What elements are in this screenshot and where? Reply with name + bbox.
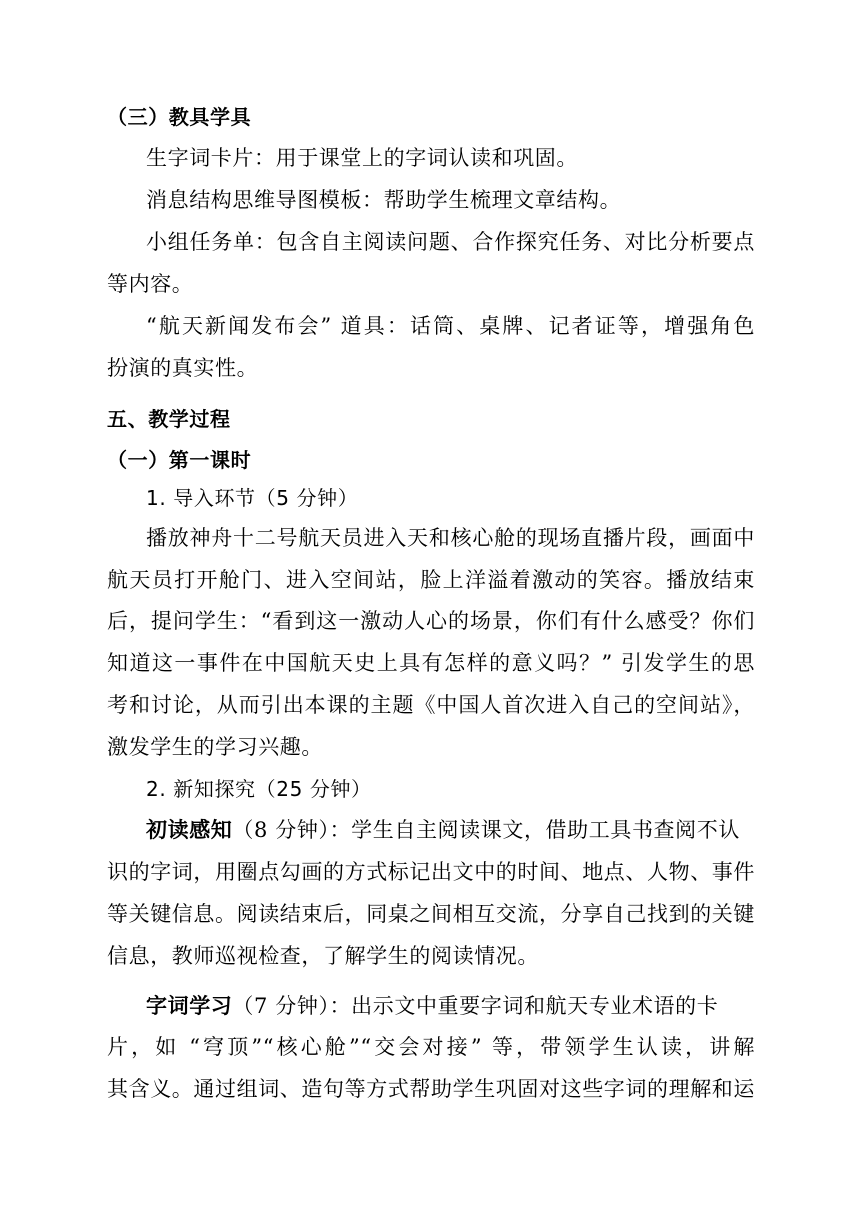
tools-paragraph-3-line-1: 小组任务单：包含自主阅读问题、合作探究任务、对比分析要点 — [146, 230, 755, 254]
intro-line-5: 考和讨论，从而引出本课的主题《中国人首次进入自己的空间站》， — [107, 693, 755, 717]
section-5-heading: 五、教学过程 — [107, 407, 231, 431]
step-1-heading: 1. 导入环节（5 分钟） — [146, 486, 359, 510]
vocab-line-1 — [146, 992, 718, 1020]
intro-line-4: 知道这一事件在中国航天史上具有怎样的意义吗？” 引发学生的思 — [107, 651, 755, 675]
lesson-1-heading: （一）第一课时 — [107, 448, 252, 472]
vocab-label: 字词学习 — [146, 994, 233, 1018]
intro-line-6: 激发学生的学习兴趣。 — [107, 735, 323, 759]
tools-paragraph-3-line-2: 等内容。 — [107, 272, 194, 296]
intro-line-1: 播放神舟十二号航天员进入天和核心舱的现场直播片段，画面中 — [146, 526, 755, 550]
tools-paragraph-2: 消息结构思维导图模板：帮助学生梳理文章结构。 — [146, 188, 622, 212]
reading-line-1 — [146, 816, 740, 844]
reading-line-3: 等关键信息。阅读结束后，同桌之间相互交流，分享自己找到的关键 — [107, 902, 755, 926]
tools-paragraph-4-line-1: “航天新闻发布会” 道具：话筒、桌牌、记者证等，增强角色 — [146, 314, 755, 338]
intro-line-2: 航天员打开舱门、进入空间站，脸上洋溢着激动的笑容。播放结束 — [107, 568, 755, 592]
step-2-heading: 2. 新知探究（25 分钟） — [146, 777, 372, 801]
tools-paragraph-1: 生字词卡片：用于课堂上的字词认读和巩固。 — [146, 146, 578, 170]
tools-paragraph-4-line-2: 扮演的真实性。 — [107, 356, 259, 380]
reading-line-2: 识的字词，用圈点勾画的方式标记出文中的时间、地点、人物、事件 — [107, 860, 755, 884]
vocab-line-3: 其含义。通过组词、造句等方式帮助学生巩固对这些字词的理解和运 — [107, 1077, 755, 1101]
vocab-line-1-rest: （7 分钟）：出示文中重要字词和航天专业术语的卡 — [232, 994, 719, 1018]
reading-line-1-rest: （8 分钟）：学生自主阅读课文，借助工具书查阅不认 — [232, 818, 740, 842]
vocab-line-2: 片，如 “穹顶”“核心舱”“交会对接” 等，带领学生认读，讲解 — [107, 1035, 755, 1059]
reading-label: 初读感知 — [146, 818, 233, 842]
reading-line-4: 信息，教师巡视检查，了解学生的阅读情况。 — [107, 944, 539, 968]
section-3-heading: （三）教具学具 — [107, 105, 252, 129]
intro-line-3: 后，提问学生：“看到这一激动人心的场景，你们有什么感受？你们 — [107, 609, 755, 633]
